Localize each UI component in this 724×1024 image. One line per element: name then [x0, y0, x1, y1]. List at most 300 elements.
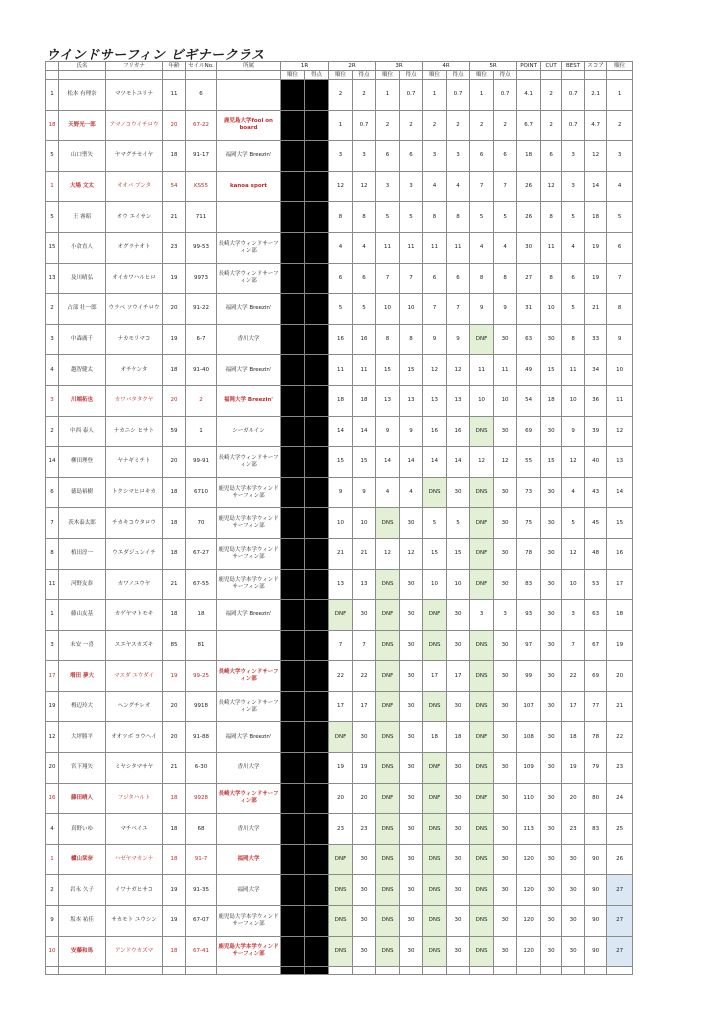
r5-place: 10 [470, 385, 494, 416]
r5-points: 30 [494, 569, 517, 600]
r3-points: 30 [400, 722, 423, 753]
r3-points: 30 [400, 661, 423, 692]
total-point: 75 [517, 508, 541, 539]
cut-value: 6 [541, 141, 562, 172]
cut-value: 8 [541, 263, 562, 294]
r3-place: DNS [376, 906, 400, 937]
r3-points: 30 [400, 844, 423, 875]
final-score: 43 [585, 477, 607, 508]
cut-value: 30 [541, 906, 562, 937]
r4-place: DNS [423, 906, 447, 937]
r5-points: 30 [494, 753, 517, 784]
race1-place-redacted [281, 691, 305, 722]
table-row [46, 447, 633, 478]
sail-number: 67-55 [186, 569, 217, 600]
final-score: 12 [585, 141, 607, 172]
table-row [46, 691, 633, 722]
competitor-kana: オオバ ブンタ [106, 171, 163, 202]
best-value: 11 [562, 355, 585, 386]
cut-value: 30 [541, 477, 562, 508]
table-row [46, 875, 633, 906]
cut-value: 18 [541, 385, 562, 416]
r4-points: 12 [447, 355, 470, 386]
race1-place-redacted [281, 416, 305, 447]
competitor-age: 20 [163, 385, 186, 416]
best-value: 10 [562, 569, 585, 600]
sail-number: 91-17 [186, 141, 217, 172]
race1-points-redacted [305, 324, 329, 355]
sail-number: KS55 [186, 171, 217, 202]
race1-place-redacted [281, 569, 305, 600]
cut-value: 30 [541, 508, 562, 539]
competitor-name: 川端拓也 [59, 385, 106, 416]
r3-place: 4 [376, 477, 400, 508]
club-header: 所属 [217, 62, 281, 71]
r2-place: 10 [329, 508, 353, 539]
competitor-age: 18 [163, 783, 186, 814]
bib-number: 1 [46, 171, 59, 202]
competitor-club: 長崎大学ウィンドサーフィン部 [217, 783, 281, 814]
cut-value: 30 [541, 814, 562, 845]
final-rank: 22 [607, 722, 633, 753]
r2-points: 30 [353, 875, 376, 906]
r4-place: 15 [423, 538, 447, 569]
r5-place: DNS [470, 844, 494, 875]
competitor-age: 19 [163, 906, 186, 937]
sail-number: 91-22 [186, 294, 217, 325]
sail-number: 67-07 [186, 906, 217, 937]
r4-place: 3 [423, 141, 447, 172]
r4-place: 1 [423, 80, 447, 111]
table-row [46, 416, 633, 447]
best-value: 0.7 [562, 80, 585, 111]
competitor-name: 中森廣千 [59, 324, 106, 355]
race1-points-redacted [305, 263, 329, 294]
r2-place-header: 順位 [329, 71, 353, 80]
competitor-age: 59 [163, 416, 186, 447]
cut-value: 30 [541, 722, 562, 753]
competitor-kana: オチケンタ [106, 355, 163, 386]
r4-place: 14 [423, 447, 447, 478]
cut-value: 30 [541, 936, 562, 967]
cut-value: 30 [541, 875, 562, 906]
final-score: 34 [585, 355, 607, 386]
race5-header: 5R [470, 62, 517, 71]
r2-points: 9 [353, 477, 376, 508]
r5-place: DNS [470, 477, 494, 508]
final-score: 33 [585, 324, 607, 355]
race1-points-redacted [305, 477, 329, 508]
final-rank: 3 [607, 141, 633, 172]
final-rank: 10 [607, 355, 633, 386]
r2-place: DNS [329, 936, 353, 967]
competitor-age: 18 [163, 936, 186, 967]
competitor-age: 18 [163, 477, 186, 508]
total-point: 120 [517, 875, 541, 906]
r3-points-header: 得点 [400, 71, 423, 80]
r5-points: 10 [494, 385, 517, 416]
r5-place: 4 [470, 232, 494, 263]
competitor-kana: トクシマヒロキカ [106, 477, 163, 508]
competitor-club: 鹿児島大学本学ウィンドサーフィン部 [217, 508, 281, 539]
bib-number: 11 [46, 569, 59, 600]
r3-points: 6 [400, 141, 423, 172]
name-header: 氏名 [59, 62, 106, 71]
r2-points: 21 [353, 538, 376, 569]
r2-place: 2 [329, 80, 353, 111]
race1-header: 1R [281, 62, 329, 71]
final-rank: 21 [607, 691, 633, 722]
sail-number: 70 [186, 508, 217, 539]
competitor-name: 越智健太 [59, 355, 106, 386]
competitor-kana: アマノコウイチロウ [106, 110, 163, 141]
race1-place-redacted [281, 171, 305, 202]
competitor-age: 18 [163, 508, 186, 539]
r5-place: DNF [470, 783, 494, 814]
final-rank: 27 [607, 906, 633, 937]
r2-place: DNF [329, 600, 353, 631]
r5-place: DNS [470, 661, 494, 692]
r3-points: 11 [400, 232, 423, 263]
total-point: 26 [517, 171, 541, 202]
page-title: ウインドサーフィン ビギナークラス [46, 48, 265, 63]
competitor-age: 18 [163, 355, 186, 386]
r2-place: 23 [329, 814, 353, 845]
final-rank: 26 [607, 844, 633, 875]
final-rank: 5 [607, 202, 633, 233]
r4-place: 2 [423, 110, 447, 141]
r3-place: 12 [376, 538, 400, 569]
r5-place: DNS [470, 936, 494, 967]
competitor-name: 茨木泰太郎 [59, 508, 106, 539]
race1-place-redacted [281, 600, 305, 631]
bib-number: 7 [46, 508, 59, 539]
sail-number: 711 [186, 202, 217, 233]
competitor-name: 藤山友基 [59, 600, 106, 631]
r5-points: 4 [494, 232, 517, 263]
bib-number: 2 [46, 416, 59, 447]
bib-number: 4 [46, 355, 59, 386]
race1-place-redacted [281, 141, 305, 172]
r5-points: 3 [494, 600, 517, 631]
r4-points: 5 [447, 508, 470, 539]
final-score: 90 [585, 875, 607, 906]
total-point: 69 [517, 416, 541, 447]
race1-points-redacted [305, 569, 329, 600]
race1-place-redacted [281, 324, 305, 355]
r4-points: 6 [447, 263, 470, 294]
r3-place: DNF [376, 661, 400, 692]
r2-points: 2 [353, 80, 376, 111]
r5-place: 7 [470, 171, 494, 202]
r5-points: 30 [494, 936, 517, 967]
r2-points: 13 [353, 569, 376, 600]
table-row [46, 844, 633, 875]
race1-place-redacted [281, 202, 305, 233]
r2-place: 19 [329, 753, 353, 784]
bib-number: 1 [46, 80, 59, 111]
r5-place: DNS [470, 691, 494, 722]
r4-place: 13 [423, 385, 447, 416]
r5-points: 30 [494, 508, 517, 539]
r2-points: 18 [353, 385, 376, 416]
competitor-kana: オウ エイサン [106, 202, 163, 233]
r5-place: DNS [470, 416, 494, 447]
r4-place: DNS [423, 875, 447, 906]
race1-points-redacted [305, 875, 329, 906]
race1-points-redacted [305, 416, 329, 447]
competitor-age: 19 [163, 263, 186, 294]
r3-place: DNS [376, 630, 400, 661]
competitor-club: 鹿児島大学本学ウィンドサーフィン部 [217, 906, 281, 937]
final-score: 77 [585, 691, 607, 722]
sail-number: 99-53 [186, 232, 217, 263]
sail-number: 18 [186, 600, 217, 631]
competitor-club: 香川大学 [217, 753, 281, 784]
final-score: 40 [585, 447, 607, 478]
bib-number: 17 [46, 661, 59, 692]
competitor-age: 21 [163, 202, 186, 233]
bib-number: 16 [46, 783, 59, 814]
r4-points: 3 [447, 141, 470, 172]
competitor-kana: ヤマグチセイヤ [106, 141, 163, 172]
r5-place-header: 順位 [470, 71, 494, 80]
competitor-age: 20 [163, 110, 186, 141]
r2-points: 15 [353, 447, 376, 478]
r4-points: 30 [447, 600, 470, 631]
r1-place-header: 順位 [281, 71, 305, 80]
race1-points-redacted [305, 691, 329, 722]
r2-place: 7 [329, 630, 353, 661]
cut-value: 30 [541, 630, 562, 661]
r3-place: 10 [376, 294, 400, 325]
r3-place: DNF [376, 783, 400, 814]
r3-points: 30 [400, 753, 423, 784]
total-point: 99 [517, 661, 541, 692]
total-point: 108 [517, 722, 541, 753]
table-row [46, 508, 633, 539]
r2-place: 15 [329, 447, 353, 478]
best-value: 8 [562, 324, 585, 355]
competitor-club: 福岡大学 [217, 844, 281, 875]
final-rank: 17 [607, 569, 633, 600]
final-score: 53 [585, 569, 607, 600]
r4-place: DNS [423, 691, 447, 722]
r3-points: 2 [400, 110, 423, 141]
total-point: 73 [517, 477, 541, 508]
race1-place-redacted [281, 936, 305, 967]
competitor-kana: ナカモリマコ [106, 324, 163, 355]
r2-points: 11 [353, 355, 376, 386]
r2-place: DNF [329, 844, 353, 875]
r3-points: 30 [400, 600, 423, 631]
competitor-name: 宮下翔矢 [59, 753, 106, 784]
r5-points: 5 [494, 202, 517, 233]
bib-number: 20 [46, 753, 59, 784]
best-value: 22 [562, 661, 585, 692]
cut-value: 30 [541, 844, 562, 875]
r4-points-header: 得点 [447, 71, 470, 80]
r4-place: 16 [423, 416, 447, 447]
r3-points: 30 [400, 875, 423, 906]
best-value: 3 [562, 600, 585, 631]
final-rank: 19 [607, 630, 633, 661]
competitor-kana: サカモト ユウシン [106, 906, 163, 937]
table-row [46, 110, 633, 141]
competitor-name: 柳田理登 [59, 447, 106, 478]
competitor-club [217, 80, 281, 111]
r5-place: 8 [470, 263, 494, 294]
total-point: 31 [517, 294, 541, 325]
bib-number: 18 [46, 110, 59, 141]
competitor-name: 坂本 祐佳 [59, 906, 106, 937]
table-row [46, 385, 633, 416]
r3-points: 3 [400, 171, 423, 202]
total-point: 55 [517, 447, 541, 478]
r4-place: 4 [423, 171, 447, 202]
sail-number: 6 [186, 80, 217, 111]
results-body [46, 80, 633, 975]
race1-points-redacted [305, 80, 329, 111]
table-row [46, 600, 633, 631]
r2-points: 0.7 [353, 110, 376, 141]
r3-points: 30 [400, 814, 423, 845]
r3-points: 30 [400, 906, 423, 937]
cut-value: 15 [541, 355, 562, 386]
r2-points: 3 [353, 141, 376, 172]
r3-points: 0.7 [400, 80, 423, 111]
competitor-club: 鹿児島大学本学ウィンドサーフィン部 [217, 936, 281, 967]
best-value: 23 [562, 814, 585, 845]
competitor-club: シーガルイン [217, 416, 281, 447]
r2-points: 30 [353, 722, 376, 753]
r3-points: 13 [400, 385, 423, 416]
competitor-club: 鹿児島大学本学ウィンドサーフィン部 [217, 477, 281, 508]
r3-place: DNF [376, 691, 400, 722]
r4-points: 17 [447, 661, 470, 692]
competitor-name: 藤田晴人 [59, 783, 106, 814]
final-rank: 13 [607, 447, 633, 478]
subheader-row [46, 71, 633, 80]
r5-place: 12 [470, 447, 494, 478]
competitor-kana: チカキコウタロウ [106, 508, 163, 539]
competitor-kana: マスダ ユウダイ [106, 661, 163, 692]
table-row [46, 355, 633, 386]
competitor-name: 中西 泰人 [59, 416, 106, 447]
r3-place: DNS [376, 569, 400, 600]
race1-points-redacted [305, 355, 329, 386]
final-score: 19 [585, 263, 607, 294]
table-row [46, 753, 633, 784]
r4-place: 12 [423, 355, 447, 386]
final-score: 78 [585, 722, 607, 753]
bib-number: 13 [46, 263, 59, 294]
table-row [46, 722, 633, 753]
r2-points: 30 [353, 600, 376, 631]
r2-place: 21 [329, 538, 353, 569]
total-point: 97 [517, 630, 541, 661]
competitor-name: 小倉直人 [59, 232, 106, 263]
r2-place: 17 [329, 691, 353, 722]
race1-place-redacted [281, 844, 305, 875]
r4-place: DNF [423, 783, 447, 814]
race1-place-redacted [281, 508, 305, 539]
total-point: 78 [517, 538, 541, 569]
r3-place: DNS [376, 753, 400, 784]
r5-points: 2 [494, 110, 517, 141]
bib-number: 2 [46, 294, 59, 325]
r4-place: 10 [423, 569, 447, 600]
competitor-club: 福岡大学 Breezin' [217, 722, 281, 753]
final-score: 2.1 [585, 80, 607, 111]
race1-place-redacted [281, 538, 305, 569]
cut-value: 12 [541, 171, 562, 202]
total-point: 4.1 [517, 80, 541, 111]
table-row [46, 814, 633, 845]
best-value: 30 [562, 875, 585, 906]
best-value: 5 [562, 202, 585, 233]
race1-points-redacted [305, 936, 329, 967]
competitor-club: 福岡大学 Breezin' [217, 294, 281, 325]
race1-points-redacted [305, 232, 329, 263]
competitor-kana: アンドウカズマ [106, 936, 163, 967]
r2-points: 22 [353, 661, 376, 692]
bib-number: 10 [46, 936, 59, 967]
r4-points: 30 [447, 875, 470, 906]
race1-place-redacted [281, 722, 305, 753]
r4-place: DNS [423, 630, 447, 661]
r2-place: 11 [329, 355, 353, 386]
final-score: 36 [585, 385, 607, 416]
r4-points: 15 [447, 538, 470, 569]
r2-points: 20 [353, 783, 376, 814]
bib-number: 15 [46, 232, 59, 263]
cut-value: 30 [541, 569, 562, 600]
table-row [46, 232, 633, 263]
final-score: 4.7 [585, 110, 607, 141]
final-rank: 1 [607, 80, 633, 111]
sail-number: 2 [186, 385, 217, 416]
competitor-kana: スエヤスカズキ [106, 630, 163, 661]
r4-place: DNF [423, 753, 447, 784]
bib-number: 3 [46, 385, 59, 416]
r4-place: 11 [423, 232, 447, 263]
race1-points-redacted [305, 661, 329, 692]
competitor-age: 21 [163, 753, 186, 784]
cut-value: 8 [541, 202, 562, 233]
r3-points: 15 [400, 355, 423, 386]
r4-points: 30 [447, 691, 470, 722]
competitor-kana: イワナガヒサコ [106, 875, 163, 906]
bib-number: 9 [46, 906, 59, 937]
bib-header [46, 62, 59, 71]
competitor-club: 長崎大学ウィンドサーフィン部 [217, 691, 281, 722]
r3-place: DNS [376, 814, 400, 845]
r5-points: 9 [494, 294, 517, 325]
cut-value: 30 [541, 753, 562, 784]
sail-number: 91-88 [186, 722, 217, 753]
r4-place: DNS [423, 477, 447, 508]
competitor-name: 安藤和馬 [59, 936, 106, 967]
sail-number: 67-41 [186, 936, 217, 967]
r4-points: 14 [447, 447, 470, 478]
r3-place: 6 [376, 141, 400, 172]
r3-place: DNS [376, 844, 400, 875]
final-score: 39 [585, 416, 607, 447]
r4-points: 8 [447, 202, 470, 233]
competitor-name: 天野光一郎 [59, 110, 106, 141]
total-point: 120 [517, 844, 541, 875]
